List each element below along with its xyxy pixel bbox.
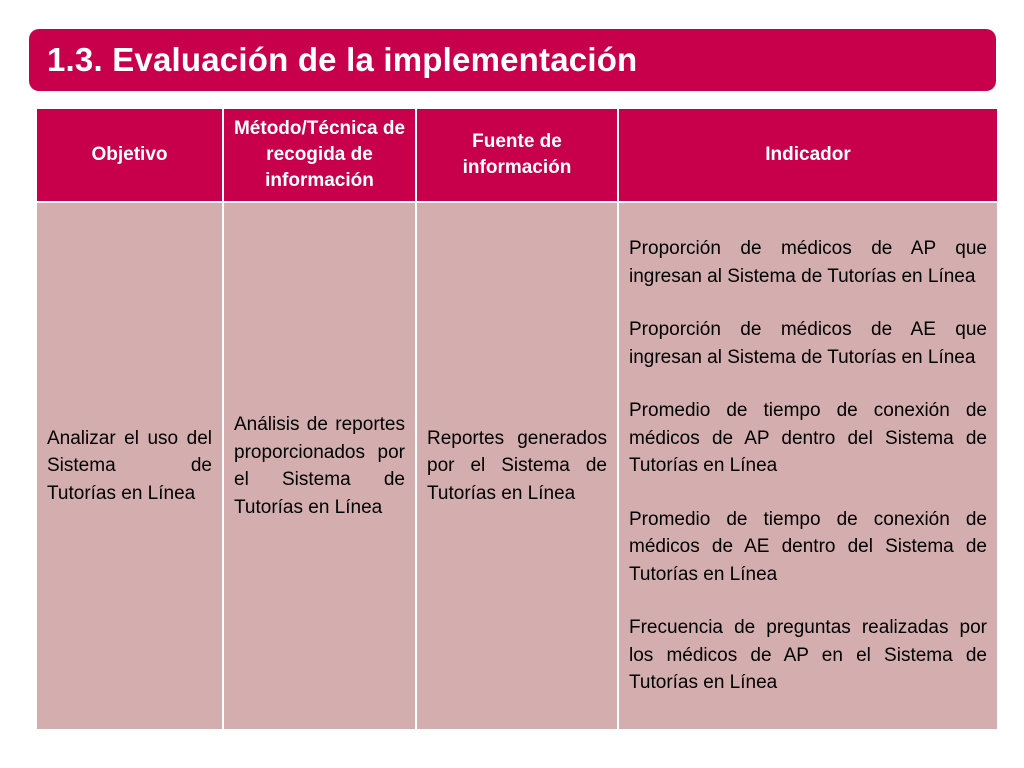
header-indicador: Indicador	[618, 108, 998, 202]
indicator-item: Promedio de tiempo de conexión de médicos de AP dentro del Sistema de Tutorías en Línea	[629, 400, 987, 477]
page-title: 1.3. Evaluación de la implementación	[47, 41, 638, 78]
evaluation-table	[35, 107, 999, 731]
indicator-item: Frecuencia de preguntas realizadas por los médicos de AP en el Sistema de Tutorías en Línea	[629, 617, 987, 694]
header-fuente: Fuente de información	[416, 108, 618, 202]
cell-objetivo: Analizar el uso del Sistema de Tutorías en Línea	[36, 202, 223, 730]
cell-metodo: Análisis de reportes proporcionados por el Sistema de Tutorías en Línea	[223, 202, 416, 730]
cell-fuente: Reportes generados por el Sistema de Tutorías en Línea	[416, 202, 618, 730]
indicator-item: Proporción de médicos de AP que ingresan al Sistema de Tutorías en Línea	[629, 238, 987, 287]
header-objetivo: Objetivo	[36, 108, 223, 202]
indicator-item: Proporción de médicos de AE que ingresan al Sistema de Tutorías en Línea	[629, 319, 987, 368]
header-metodo: Método/Técnica de recogida de información	[223, 108, 416, 202]
table-header-row	[36, 108, 998, 202]
cell-indicador	[618, 202, 998, 730]
indicator-list	[629, 235, 987, 697]
indicator-item: Promedio de tiempo de conexión de médicos de AE dentro del Sistema de Tutorías en Línea	[629, 508, 987, 585]
title-bar	[29, 29, 996, 91]
table-row	[36, 202, 998, 730]
